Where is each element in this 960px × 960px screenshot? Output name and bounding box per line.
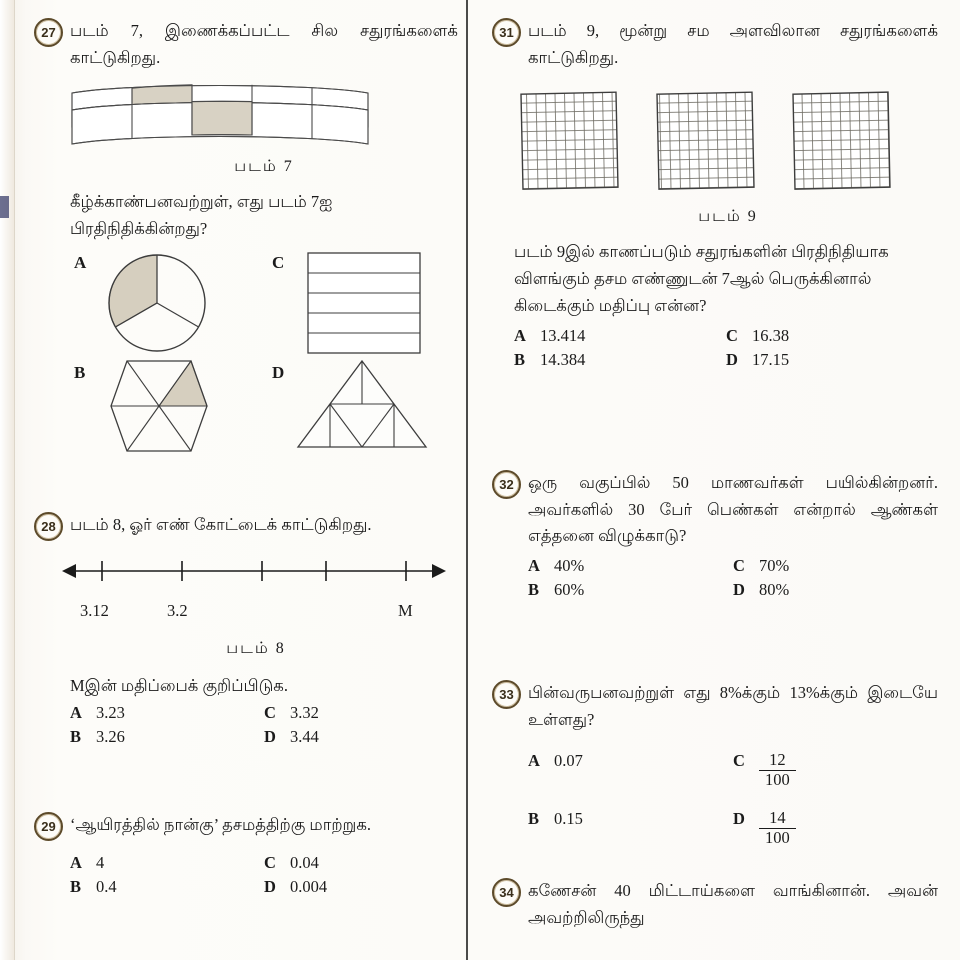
figure-9 <box>518 83 938 203</box>
figure-8-caption: படம் 8 <box>226 639 286 657</box>
option-b-label: B <box>528 809 540 829</box>
question-number-33: 33 <box>492 680 521 709</box>
figure-9-caption: படம் 9 <box>698 208 758 226</box>
question-31 <box>492 18 938 370</box>
question-31-prompt: படம் 9இல் காணப்படும் சதுரங்களின் பிரதிநிதியாக விளங்கும் தசம எண்ணுடன் 7ஆல் பெருக்கினால் கிடைக்கும் மதிப்பு என்ன? <box>514 242 889 315</box>
option-c <box>733 556 938 576</box>
question-28-options <box>70 703 458 747</box>
option-b-label: B <box>70 876 82 896</box>
question-32 <box>492 470 938 600</box>
option-b-label: B <box>514 349 526 369</box>
option-a-value: 4 <box>96 852 105 872</box>
numline-tick-m: M <box>398 600 413 620</box>
numline-tick-2: 3.2 <box>167 600 188 620</box>
option-a-label: A <box>70 852 82 872</box>
right-column <box>492 0 938 960</box>
option-d-fraction <box>759 809 796 847</box>
question-27-text: படம் 7, இணைக்கப்பட்ட சில சதுரங்களைக் காட்டுகிறது. <box>70 21 458 67</box>
question-28-text: படம் 8, ஓர் எண் கோட்டைக் காட்டுகிறது. <box>70 515 372 534</box>
option-d-label: D <box>264 876 276 896</box>
figure-7-caption: படம் 7 <box>234 158 294 176</box>
option-b-value: 14.384 <box>540 349 586 369</box>
column-divider <box>466 0 468 960</box>
option-a <box>70 853 264 873</box>
option-c <box>264 703 458 723</box>
option-b <box>514 350 726 370</box>
choice-b-figure <box>94 355 224 457</box>
question-29 <box>34 812 458 897</box>
question-31-options <box>514 326 938 370</box>
question-29-options <box>70 853 458 897</box>
option-a <box>514 326 726 346</box>
choice-label-b: B <box>74 362 86 382</box>
choice-label-a: A <box>74 252 87 272</box>
option-d <box>726 350 938 370</box>
question-33-text: பின்வருபனவற்றுள் எது 8%க்கும் 13%க்கும் இடையே உள்ளது? <box>528 683 938 729</box>
option-d-numerator: 14 <box>759 809 796 828</box>
numline-tick-1: 3.12 <box>80 600 109 620</box>
option-a-label: A <box>528 556 540 576</box>
option-c-numerator: 12 <box>759 751 796 770</box>
figure-8 <box>54 553 458 625</box>
option-b-value: 60% <box>554 580 585 600</box>
option-c <box>733 751 938 789</box>
question-34 <box>492 878 938 931</box>
question-number-29: 29 <box>34 812 63 841</box>
option-a-label: A <box>514 325 526 345</box>
option-d <box>264 727 458 747</box>
option-a-value: 13.414 <box>540 325 586 345</box>
option-d-value: 0.004 <box>290 876 328 896</box>
option-c-label: C <box>264 703 276 723</box>
option-a-value: 3.23 <box>96 703 125 723</box>
choice-d-figure <box>292 355 432 455</box>
option-d-label: D <box>733 809 745 829</box>
option-c-value: 70% <box>759 556 790 576</box>
option-b <box>70 877 264 897</box>
question-32-options <box>528 556 938 600</box>
option-c-value: 16.38 <box>752 325 790 345</box>
option-c-value: 3.32 <box>290 703 319 723</box>
option-d-label: D <box>733 580 745 600</box>
question-27 <box>34 18 458 466</box>
book-spine <box>0 0 15 960</box>
option-c <box>726 326 938 346</box>
option-c-denominator: 100 <box>765 769 790 789</box>
option-b-value: 0.15 <box>554 809 583 829</box>
choice-c-figure <box>306 251 426 361</box>
question-number-27: 27 <box>34 18 63 47</box>
option-d-value: 17.15 <box>752 349 790 369</box>
choice-label-c: C <box>272 252 285 272</box>
left-column <box>34 0 458 960</box>
option-b-value: 0.4 <box>96 876 117 896</box>
option-b <box>528 809 733 847</box>
question-number-32: 32 <box>492 470 521 499</box>
option-a-value: 0.07 <box>554 751 583 771</box>
option-d-denominator: 100 <box>765 827 790 847</box>
option-a <box>528 556 733 576</box>
option-c-label: C <box>733 751 745 771</box>
option-d-label: D <box>726 349 738 369</box>
option-d <box>264 877 458 897</box>
question-number-34: 34 <box>492 878 521 907</box>
option-d-value: 3.44 <box>290 727 319 747</box>
option-c <box>264 853 458 873</box>
option-d <box>733 809 938 847</box>
option-c-value: 0.04 <box>290 852 319 872</box>
option-d <box>733 580 938 600</box>
question-number-28: 28 <box>34 512 63 541</box>
choice-a-figure <box>102 251 212 356</box>
question-27-choices <box>70 251 458 466</box>
option-b-label: B <box>70 727 82 747</box>
question-31-text: படம் 9, மூன்று சம அளவிலான சதுரங்களைக் காட்டுகிறது. <box>528 21 938 67</box>
option-c-label: C <box>726 325 738 345</box>
question-28 <box>34 512 458 747</box>
option-a-label: A <box>528 751 540 771</box>
option-b-label: B <box>528 580 540 600</box>
question-number-31: 31 <box>492 18 521 47</box>
question-29-text: ‘ஆயிரத்தில் நான்கு’ தசமத்திற்கு மாற்றுக. <box>70 815 372 834</box>
option-d-value: 80% <box>759 580 790 600</box>
question-27-prompt: கீழ்க்காண்பனவற்றுள், எது படம் 7ஐ பிரதிநிதிக்கின்றது? <box>70 192 333 239</box>
option-a <box>70 703 264 723</box>
option-b <box>528 580 733 600</box>
option-a-value: 40% <box>554 556 585 576</box>
question-34-text: கணேசன் 40 மிட்டாய்களை வாங்கினான். அவன் அவற்றிலிருந்து <box>528 881 938 927</box>
option-c-label: C <box>264 852 276 872</box>
option-b-value: 3.26 <box>96 727 125 747</box>
choice-label-d: D <box>272 362 285 382</box>
option-d-label: D <box>264 727 276 747</box>
question-33 <box>492 680 938 847</box>
figure-7 <box>70 81 458 151</box>
option-c-label: C <box>733 556 745 576</box>
question-32-text: ஒரு வகுப்பில் 50 மாணவர்கள் பயில்கின்றனர். அவர்களில் 30 பேர் பெண்கள் என்றால் ஆண்கள் எத்தனை விழுக்காடு? <box>528 473 938 546</box>
question-33-options <box>528 751 938 847</box>
option-b <box>70 727 264 747</box>
question-28-prompt: Mஇன் மதிப்பைக் குறிப்பிடுக. <box>70 675 288 695</box>
option-a-label: A <box>70 703 82 723</box>
option-c-fraction <box>759 751 796 789</box>
spine-mark <box>0 196 9 218</box>
option-a <box>528 751 733 789</box>
